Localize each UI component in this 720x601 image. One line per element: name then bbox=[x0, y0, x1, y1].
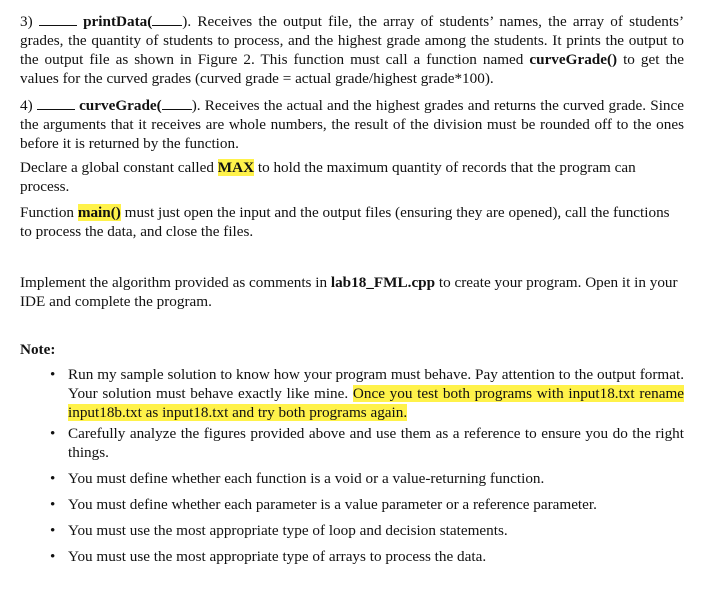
main-paragraph-text: Function bbox=[20, 204, 78, 221]
blank-line bbox=[39, 12, 77, 26]
bullet-text: You must define whether each parameter is a value parameter or a reference parameter. bbox=[68, 496, 597, 513]
max-paragraph-text: Declare a global constant called bbox=[20, 159, 218, 176]
main-highlight: main() bbox=[77, 204, 121, 221]
note-bullet-list bbox=[50, 365, 684, 566]
list-item bbox=[50, 547, 684, 566]
bullet-icon: • bbox=[50, 366, 56, 383]
bullet-highlight: Once you test both programs with input18.txt rename input18b.txt as input18.txt and try both programs again. bbox=[68, 385, 685, 421]
item-4-description: Receives the actual and the highest grades and returns the curved grade. Since the arguments that it receives are whole numbers, the result of the division must be rounded off to the ones before it is returned by the function. bbox=[20, 97, 684, 152]
list-item bbox=[50, 365, 684, 422]
item-4-paragraph bbox=[20, 96, 684, 153]
blank-line bbox=[162, 96, 192, 110]
item-3-description-end: to get the values for the curved grades (curved grade = actual grade/highest grade*100). bbox=[20, 51, 685, 87]
bullet-icon: • bbox=[50, 470, 56, 487]
max-paragraph-text-end: to hold the maximum quantity of records that the program can process. bbox=[20, 159, 636, 195]
bullet-icon: • bbox=[50, 522, 56, 539]
implement-paragraph-text-end: to create your program. Open it in your IDE and complete the program. bbox=[20, 274, 678, 310]
bullet-text: Run my sample solution to know how your program must behave. Pay attention to the output format. Your solution must behave exactly like mine. bbox=[68, 366, 684, 402]
print-data-function-name: printData( bbox=[83, 13, 153, 30]
item-4-number: 4) bbox=[20, 97, 33, 114]
item-3-number: 3) bbox=[20, 13, 33, 30]
bullet-icon: • bbox=[50, 425, 56, 442]
bullet-icon: • bbox=[50, 548, 56, 565]
list-item bbox=[50, 469, 684, 488]
main-paragraph-text-end: must just open the input and the output files (ensuring they are opened), call the functions to process the data, and close the files. bbox=[20, 204, 670, 240]
bullet-text: You must use the most appropriate type of arrays to process the data. bbox=[68, 548, 487, 565]
list-item bbox=[50, 424, 684, 462]
item-3-description: Receives the output file, the array of students’ names, the array of students’ grades, the quantity of students to process, and the highest grade among the students. It prints the output to the output file as shown in Figure 2. This function must call a function named bbox=[20, 13, 685, 68]
item-3-paragraph bbox=[20, 12, 684, 88]
implement-paragraph bbox=[20, 273, 684, 311]
curve-grade-reference: curveGrade() bbox=[529, 51, 618, 68]
item-3-close-paren: ). bbox=[182, 13, 192, 30]
list-item bbox=[50, 495, 684, 514]
bullet-text: You must define whether each function is a void or a value-returning function. bbox=[68, 470, 545, 487]
filename: lab18_FML.cpp bbox=[330, 274, 436, 291]
implement-paragraph-text: Implement the algorithm provided as comments in bbox=[20, 274, 331, 291]
max-highlight: MAX bbox=[217, 159, 255, 176]
curve-grade-function-name: curveGrade( bbox=[79, 97, 162, 114]
max-constant-paragraph bbox=[20, 158, 684, 196]
bullet-text: Carefully analyze the figures provided above and use them as a reference to ensure you do the right things. bbox=[68, 425, 684, 461]
bullet-icon: • bbox=[50, 496, 56, 513]
main-function-paragraph bbox=[20, 203, 684, 241]
blank-line bbox=[152, 12, 182, 26]
item-4-close-paren: ). bbox=[191, 97, 201, 114]
bullet-text: You must use the most appropriate type of loop and decision statements. bbox=[68, 522, 508, 539]
note-heading: Note: bbox=[20, 341, 56, 358]
list-item bbox=[50, 521, 684, 540]
blank-line bbox=[37, 96, 75, 110]
